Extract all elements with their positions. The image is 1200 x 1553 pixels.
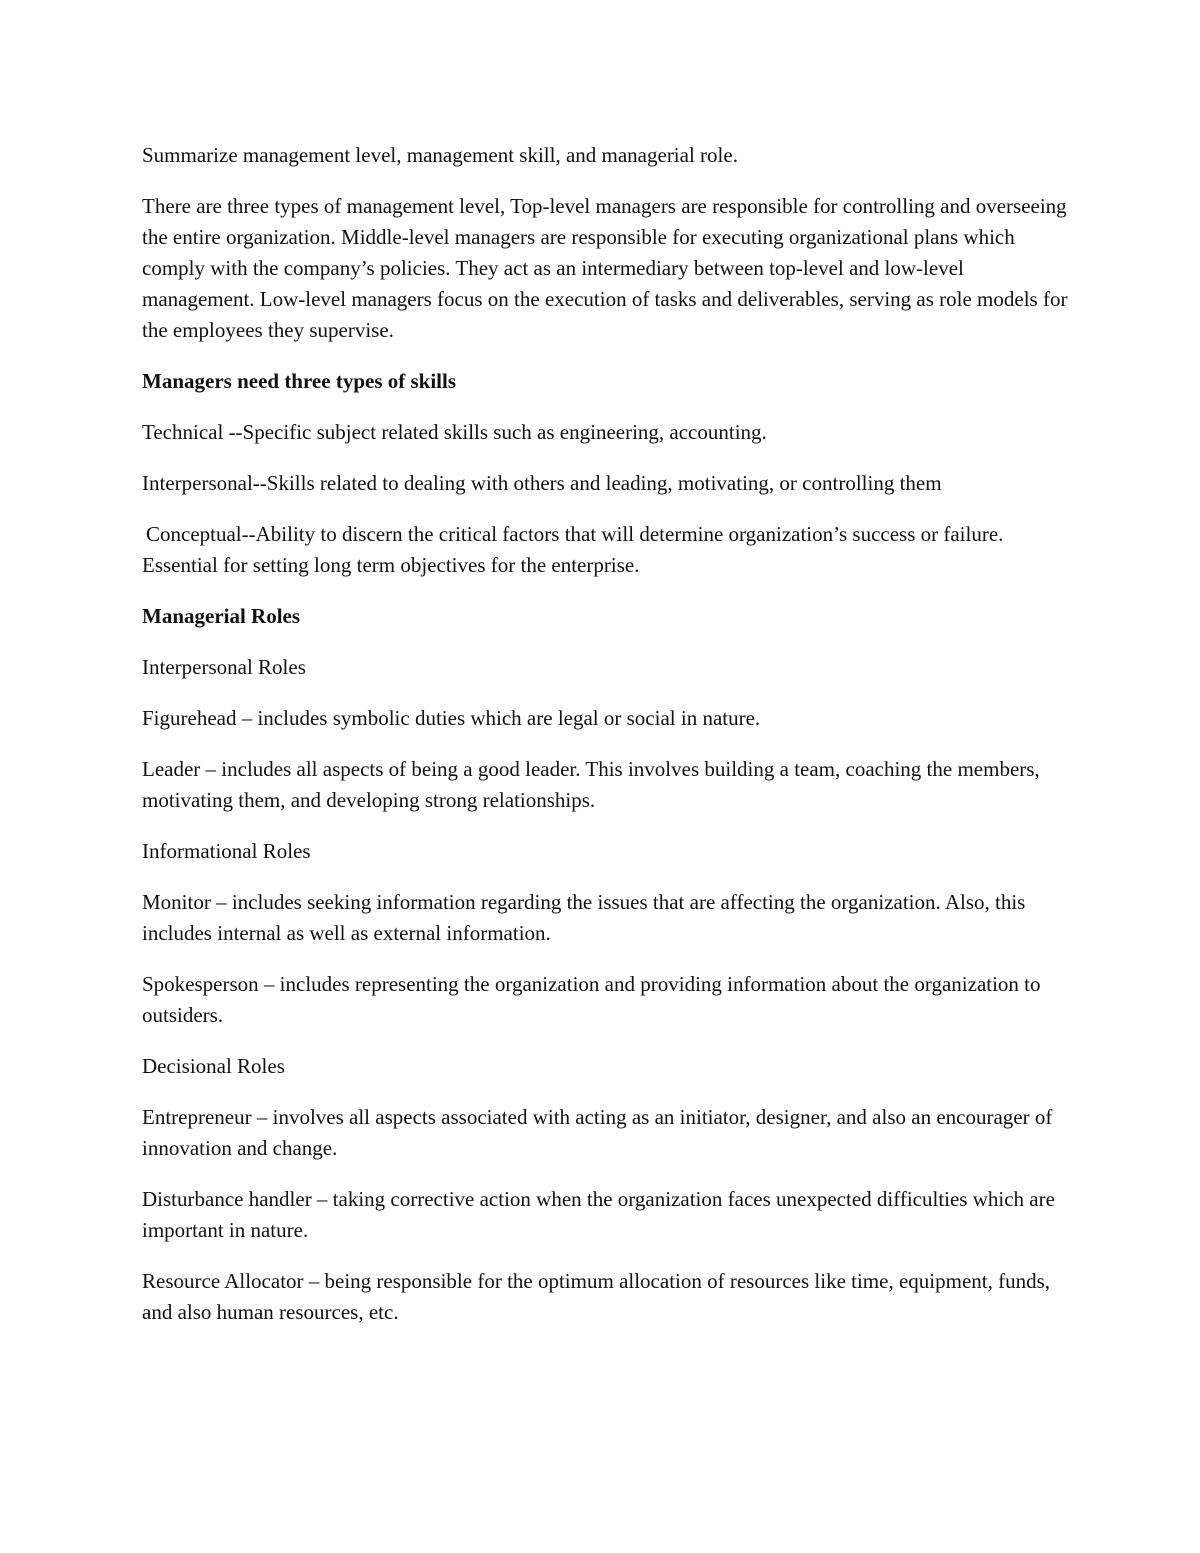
- skills-heading: Managers need three types of skills: [142, 369, 457, 393]
- leader-role: Leader – includes all aspects of being a good leader. This involves building a team, coaching the members, motivating them, and developing strong relationships.: [142, 757, 1040, 812]
- summary-prompt: Summarize management level, management skill, and managerial role.: [142, 143, 738, 167]
- resource-allocator-role: Resource Allocator – being responsible for the optimum allocation of resources like time, equipment, funds, and also human resources, etc.: [142, 1269, 1051, 1324]
- managerial-roles-heading: Managerial Roles: [142, 604, 301, 628]
- entrepreneur-role: Entrepreneur – involves all aspects associated with acting as an initiator, designer, and also an encourager of innovation and change.: [142, 1105, 1053, 1160]
- management-levels-paragraph: There are three types of management level, Top-level managers are responsible for controlling and overseeing the entire organization. Middle-level managers are responsible for executing organizational plans which comply with the company’s policies. They act as an intermediary between top-level and low-level management. Low-level managers focus on the execution of tasks and deliverables, serving as role models for the employees they supervise.: [142, 194, 1068, 342]
- conceptual-skill: Conceptual--Ability to discern the critical factors that will determine organization’s success or failure. Essential for setting long term objectives for the enterprise.: [142, 522, 1004, 577]
- monitor-role: Monitor – includes seeking information regarding the issues that are affecting the organization. Also, this includes internal as well as external information.: [142, 890, 1026, 945]
- interpersonal-roles-subheading: Interpersonal Roles: [142, 655, 306, 679]
- disturbance-handler-role: Disturbance handler – taking corrective action when the organization faces unexpected difficulties which are important in nature.: [142, 1187, 1055, 1242]
- document-body: [142, 140, 1072, 1348]
- technical-skill: Technical --Specific subject related skills such as engineering, accounting.: [142, 420, 767, 444]
- informational-roles-subheading: Informational Roles: [142, 839, 311, 863]
- decisional-roles-subheading: Decisional Roles: [142, 1054, 285, 1078]
- interpersonal-skill: Interpersonal--Skills related to dealing with others and leading, motivating, or controlling them: [142, 471, 942, 495]
- figurehead-role: Figurehead – includes symbolic duties which are legal or social in nature.: [142, 706, 761, 730]
- spokesperson-role: Spokesperson – includes representing the organization and providing information about the organization to outsiders.: [142, 972, 1041, 1027]
